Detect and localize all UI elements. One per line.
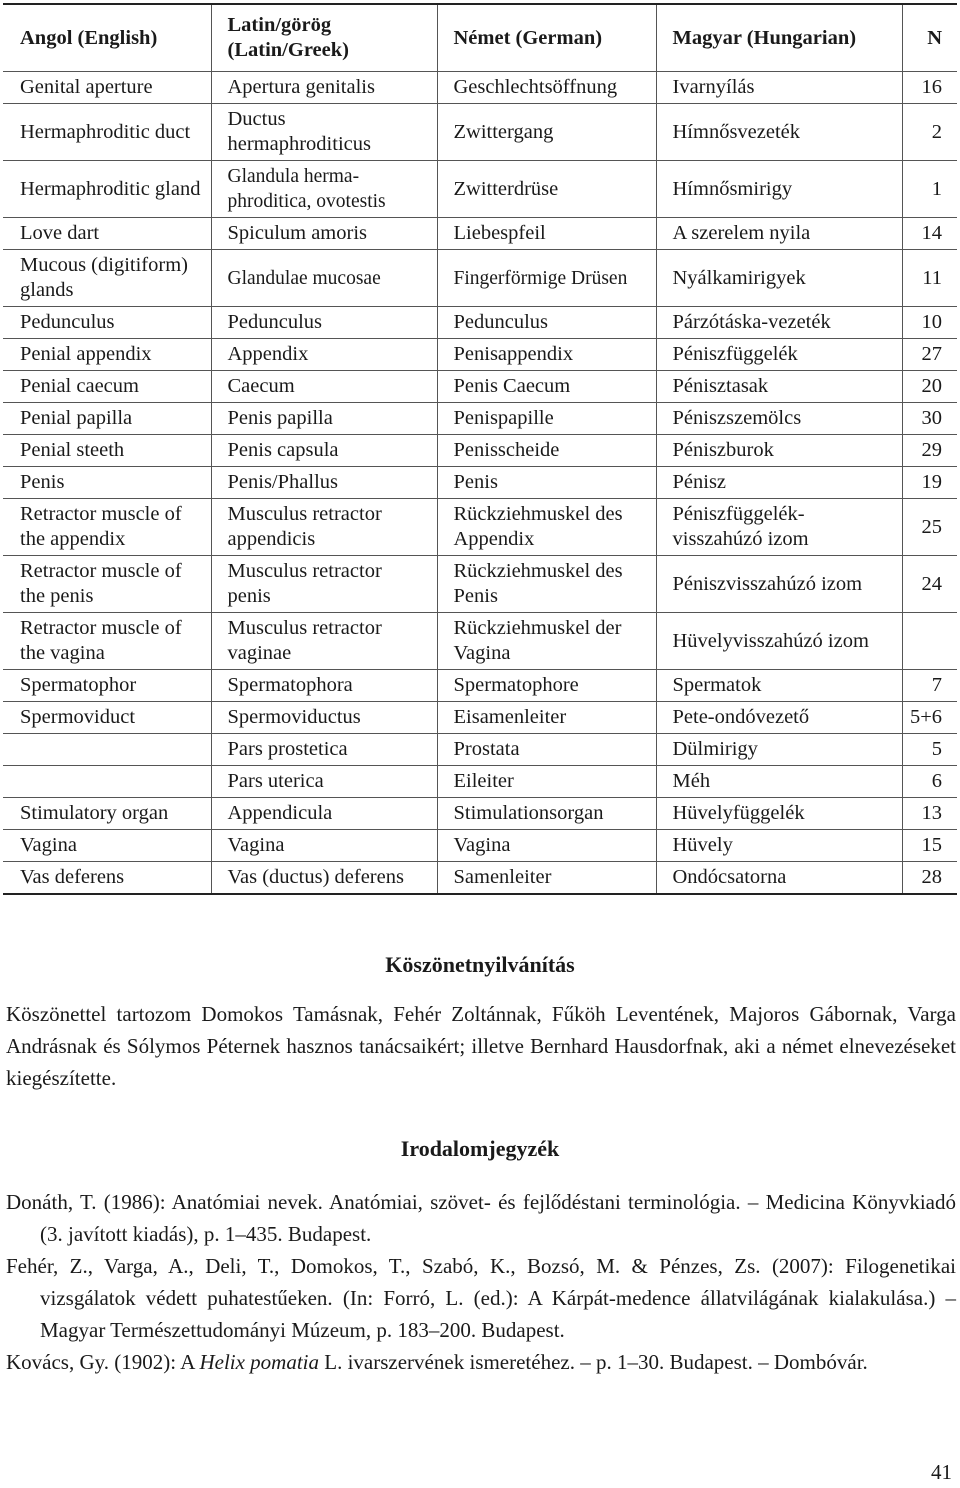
header-latin-greek: Latin/görög (Latin/Greek) [211, 4, 437, 72]
table-row [3, 218, 957, 250]
cell-hungarian: Ivarnyílás [656, 72, 902, 104]
cell-count: 11 [902, 250, 957, 307]
cell-count: 20 [902, 371, 957, 403]
cell-english: Spermatophor [3, 670, 211, 702]
cell-hungarian: Ondócsatorna [656, 862, 902, 895]
cell-hungarian: Pénisz [656, 467, 902, 499]
cell-latin: Glandula herma-phroditica, ovotestis [211, 161, 437, 218]
cell-german: Fingerförmige Drüsen [437, 250, 656, 307]
cell-english: Love dart [3, 218, 211, 250]
table-row [3, 499, 957, 556]
cell-latin: Appendix [211, 339, 437, 371]
cell-german: Vagina [437, 830, 656, 862]
table-row [3, 371, 957, 403]
cell-count: 29 [902, 435, 957, 467]
cell-german: Eileiter [437, 766, 656, 798]
cell-english: Retractor muscle of the vagina [3, 613, 211, 670]
cell-english: Retractor muscle of the penis [3, 556, 211, 613]
cell-latin: Apertura genitalis [211, 72, 437, 104]
table-row [3, 104, 957, 161]
cell-german: Penisscheide [437, 435, 656, 467]
cell-english: Vagina [3, 830, 211, 862]
reference-item [6, 1186, 956, 1250]
cell-german: Rückziehmuskel des Penis [437, 556, 656, 613]
cell-english: Mucous (digitiform) glands [3, 250, 211, 307]
cell-count: 6 [902, 766, 957, 798]
cell-german: Spermatophore [437, 670, 656, 702]
table-row [3, 403, 957, 435]
table-row [3, 72, 957, 104]
cell-hungarian: Pénisztasak [656, 371, 902, 403]
table-row [3, 766, 957, 798]
header-english: Angol (English) [3, 4, 211, 72]
cell-latin: Vagina [211, 830, 437, 862]
cell-latin: Appendicula [211, 798, 437, 830]
table-body [3, 72, 957, 895]
cell-latin: Penis/Phallus [211, 467, 437, 499]
table-row [3, 862, 957, 895]
cell-count: 25 [902, 499, 957, 556]
page-number: 41 [931, 1460, 952, 1484]
table-row [3, 830, 957, 862]
table-row [3, 798, 957, 830]
table-row [3, 556, 957, 613]
table-header-row [3, 4, 957, 72]
cell-german: Pedunculus [437, 307, 656, 339]
cell-hungarian: Péniszszemölcs [656, 403, 902, 435]
reference-italic-text: Helix pomatia [199, 1350, 320, 1374]
references-title: Irodalomjegyzék [400, 1136, 560, 1161]
cell-english: Spermoviduct [3, 702, 211, 734]
header-hungarian: Magyar (Hungarian) [656, 4, 902, 72]
cell-count: 13 [902, 798, 957, 830]
reference-text: L. ivarszervének ismeretéhez. – p. 1–30. Budapest. – Dombóvár. [319, 1350, 868, 1374]
cell-latin: Pedunculus [211, 307, 437, 339]
cell-english: Vas deferens [3, 862, 211, 895]
reference-text: Kovács, Gy. (1902): A [6, 1350, 200, 1374]
cell-latin: Musculus retractor vaginae [211, 613, 437, 670]
cell-english: Hermaphroditic duct [3, 104, 211, 161]
cell-english [3, 766, 211, 798]
cell-english: Penial caecum [3, 371, 211, 403]
cell-english: Penis [3, 467, 211, 499]
cell-count: 1 [902, 161, 957, 218]
cell-count: 16 [902, 72, 957, 104]
header-german: Német (German) [437, 4, 656, 72]
cell-count: 19 [902, 467, 957, 499]
cell-count: 15 [902, 830, 957, 862]
cell-german: Penisappendix [437, 339, 656, 371]
cell-hungarian: Pete-ondóvezető [656, 702, 902, 734]
cell-count: 28 [902, 862, 957, 895]
cell-english: Stimulatory organ [3, 798, 211, 830]
cell-hungarian: Péniszfüggelék-visszahúzó izom [656, 499, 902, 556]
cell-english: Retractor muscle of the appendix [3, 499, 211, 556]
cell-hungarian: A szerelem nyila [656, 218, 902, 250]
table-row [3, 161, 957, 218]
table-row [3, 734, 957, 766]
cell-german: Penis Caecum [437, 371, 656, 403]
cell-hungarian: Párzótáska-vezeték [656, 307, 902, 339]
cell-latin: Musculus retractor penis [211, 556, 437, 613]
cell-latin: Vas (ductus) deferens [211, 862, 437, 895]
cell-english: Penial appendix [3, 339, 211, 371]
cell-latin: Ductus hermaphroditicus [211, 104, 437, 161]
cell-hungarian: Péniszvisszahúzó izom [656, 556, 902, 613]
table-row [3, 250, 957, 307]
cell-latin: Spermatophora [211, 670, 437, 702]
cell-german: Penispapille [437, 403, 656, 435]
terminology-table [3, 3, 957, 895]
reference-item [6, 1250, 956, 1346]
cell-latin: Pars uterica [211, 766, 437, 798]
cell-hungarian: Péniszfüggelék [656, 339, 902, 371]
reference-text: Donáth, T. (1986): Anatómiai nevek. Anatómiai, szövet- és fejlődéstani terminológia. – Medicina Könyvkiadó (3. javított kiadás), p. 1–435. Budapest. [6, 1190, 956, 1246]
cell-german: Geschlechtsöffnung [437, 72, 656, 104]
cell-count: 7 [902, 670, 957, 702]
cell-count: 30 [902, 403, 957, 435]
cell-count: 24 [902, 556, 957, 613]
cell-latin: Spiculum amoris [211, 218, 437, 250]
cell-hungarian: Nyálkamirigyek [656, 250, 902, 307]
cell-german: Zwitterdrüse [437, 161, 656, 218]
cell-german: Rückziehmuskel des Appendix [437, 499, 656, 556]
table-row [3, 702, 957, 734]
cell-english [3, 734, 211, 766]
cell-german: Liebespfeil [437, 218, 656, 250]
reference-text: Fehér, Z., Varga, A., Deli, T., Domokos, T., Szabó, K., Bozsó, M. & Pénzes, Zs. (2007): Filogenetikai vizsgálatok védett puhatestűeken. (In: Forró, L. (ed.): A Kárpát-medence állatvilágának kialakulása.) – Magyar Természettudományi Múzeum, p. 183–200. Budapest. [6, 1254, 956, 1342]
table-row [3, 339, 957, 371]
table-row [3, 435, 957, 467]
cell-hungarian: Spermatok [656, 670, 902, 702]
cell-count: 5 [902, 734, 957, 766]
cell-count: 27 [902, 339, 957, 371]
cell-german: Eisamenleiter [437, 702, 656, 734]
cell-latin: Spermoviductus [211, 702, 437, 734]
table-row [3, 670, 957, 702]
cell-latin: Caecum [211, 371, 437, 403]
cell-latin: Glandulae mucosae [211, 250, 437, 307]
cell-german: Stimulationsorgan [437, 798, 656, 830]
references-list [6, 1186, 956, 1378]
cell-german: Penis [437, 467, 656, 499]
cell-latin: Penis capsula [211, 435, 437, 467]
table-row [3, 307, 957, 339]
cell-latin: Pars prostetica [211, 734, 437, 766]
cell-count: 5+6 [902, 702, 957, 734]
cell-german: Zwittergang [437, 104, 656, 161]
cell-hungarian: Hüvelyfüggelék [656, 798, 902, 830]
cell-count: 2 [902, 104, 957, 161]
cell-english: Pedunculus [3, 307, 211, 339]
cell-hungarian: Hüvely [656, 830, 902, 862]
cell-hungarian: Péniszburok [656, 435, 902, 467]
cell-count: 10 [902, 307, 957, 339]
cell-hungarian: Hímnősmirigy [656, 161, 902, 218]
cell-latin: Penis papilla [211, 403, 437, 435]
cell-hungarian: Hímnősvezeték [656, 104, 902, 161]
cell-english: Penial steeth [3, 435, 211, 467]
cell-hungarian: Hüvelyvisszahúzó izom [656, 613, 902, 670]
cell-hungarian: Dülmirigy [656, 734, 902, 766]
acknowledgements-title: Köszönetnyilvánítás [385, 952, 575, 977]
cell-german: Samenleiter [437, 862, 656, 895]
header-n: N [902, 4, 957, 72]
cell-german: Prostata [437, 734, 656, 766]
reference-item [6, 1346, 956, 1378]
table-row [3, 467, 957, 499]
cell-english: Penial papilla [3, 403, 211, 435]
cell-count: 14 [902, 218, 957, 250]
cell-hungarian: Méh [656, 766, 902, 798]
cell-german: Rückziehmuskel der Vagina [437, 613, 656, 670]
cell-english: Genital aperture [3, 72, 211, 104]
cell-latin: Musculus retractor appendicis [211, 499, 437, 556]
cell-english: Hermaphroditic gland [3, 161, 211, 218]
cell-count [902, 613, 957, 670]
table-row [3, 613, 957, 670]
acknowledgements-text: Köszönettel tartozom Domokos Tamásnak, Fehér Zoltánnak, Fűköh Leventének, Majoros Gábornak, Varga Andrásnak és Sólymos Péternek hasznos tanácsaikért; illetve Bernhard Hausdorfnak, aki a német elnevezéseket kiegészítette. [6, 1002, 956, 1090]
